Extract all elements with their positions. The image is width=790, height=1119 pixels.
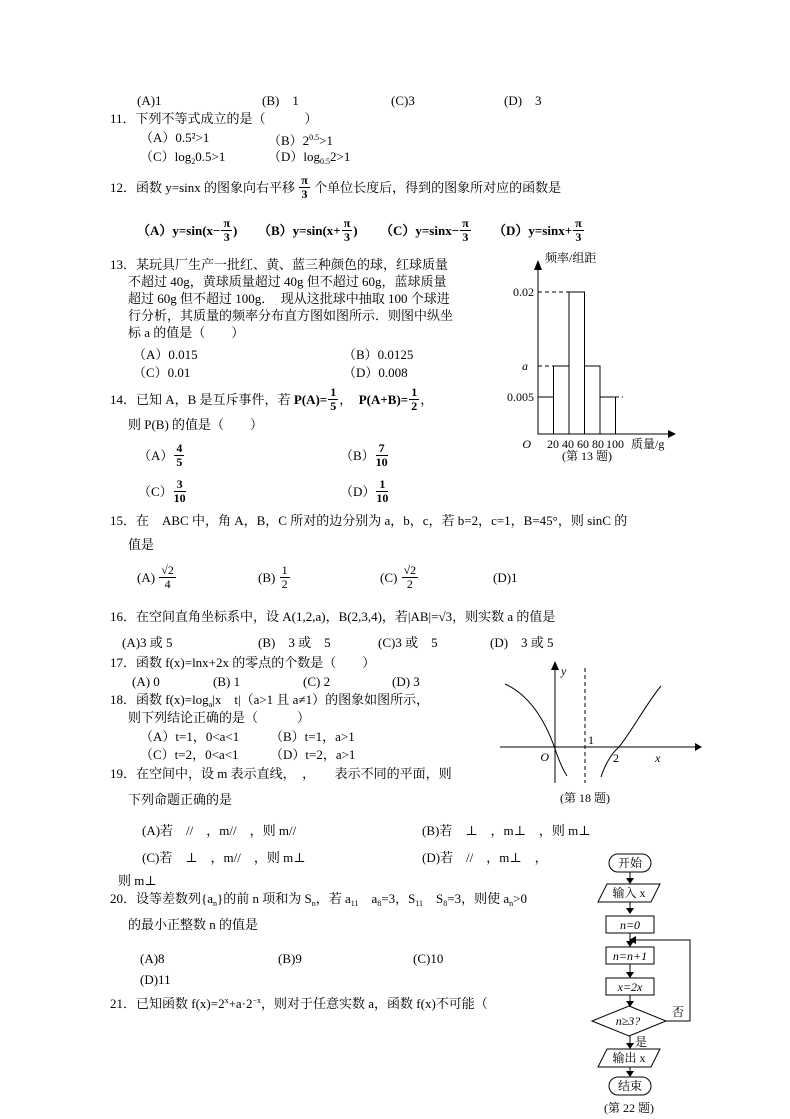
q14-option-a: （A） 4 5 — [138, 440, 183, 469]
q19-line-2: 下列命题正确的是 — [128, 792, 233, 807]
q20-option-d: (D)11 — [140, 972, 171, 987]
flowchart-double-label: x=2x — [617, 980, 643, 994]
graph-y-arrow-icon — [551, 661, 559, 670]
q12-option-b: （B）y=sin(x+ $\frac{\pi}{3}$ ) — [258, 215, 358, 244]
graph-xlabel: x — [655, 751, 661, 765]
arrow-down-icon — [626, 1071, 634, 1077]
histogram-ylabel: 频率/组距 — [545, 251, 597, 265]
flowchart-n0-label: n=0 — [619, 918, 641, 932]
xtick-80: 80 — [592, 437, 604, 451]
flowchart-output-label: 输出 x — [612, 1051, 646, 1065]
arrow-down-icon — [626, 878, 634, 884]
q13-option-a: （A）0.015 — [133, 347, 198, 362]
q10-option-d: (D) 3 — [504, 93, 542, 108]
q14-option-b: （B） 7 10 — [340, 440, 388, 469]
q17-stem: 17．函数 f(x)=lnx+2x 的零点的个数是（ ） — [110, 655, 376, 670]
q20-option-c: (C)10 — [413, 951, 444, 966]
histogram-bar-80-100 — [600, 397, 616, 434]
graph-tick-1: 1 — [588, 733, 594, 747]
q14-option-d: （D） 1 10 — [340, 476, 389, 505]
curve-right-branch — [601, 686, 661, 777]
q11-option-a: （A）0.5²>1 — [140, 130, 210, 145]
arrow-down-icon — [626, 908, 634, 914]
q15-option-d: (D)1 — [493, 570, 518, 585]
q18-option-d: （D）t=2，a>1 — [270, 747, 356, 762]
flowchart-start-label: 开始 — [617, 856, 643, 870]
q10-option-b: (B) 1 — [262, 93, 299, 108]
q15-option-a: (A) √2 4 — [137, 562, 174, 591]
q19-option-b: (B)若 ⊥ ，m⊥ ，则 m⊥ — [422, 823, 591, 838]
q12-option-d: （D）y=sinx+ $\frac{\pi}{3}$ — [493, 215, 582, 244]
q13-line-5: 标 a 的值是（ ） — [128, 325, 245, 340]
q18-option-b: （B）t=1，a>1 — [270, 729, 355, 744]
q17-option-b: (B) 1 — [213, 674, 241, 689]
graph-tick-2: 2 — [613, 751, 619, 765]
xtick-40: 40 — [562, 437, 574, 451]
q11-option-c: $(C)\log_20.5>1$ — [140, 149, 226, 166]
graph-ylabel: y — [561, 664, 567, 678]
flowchart-increment-label: n=n+1 — [612, 949, 648, 963]
ytick-a: a — [522, 359, 528, 373]
flowchart-yes-label: 是 — [635, 1035, 648, 1049]
q19-option-a: (A)若 // ，m// ，则 m// — [142, 823, 297, 838]
q13-line-4: 行分析，其质量的频率分布直方图如图所示．则图中纵坐 — [128, 308, 454, 323]
q10-option-a: (A)1 — [137, 93, 162, 108]
x-axis-arrow-icon — [668, 430, 676, 438]
q13-line-1: 13．某玩具厂生产一批红、黄、蓝三种颜色的球，红球质量 — [110, 257, 449, 272]
flowchart-end-label: 结束 — [617, 1079, 643, 1093]
q19-stem: 19．在空间中，设 m 表示直线， ， 表示不同的平面，则 — [110, 766, 452, 781]
flowchart-no-label: 否 — [672, 1005, 685, 1019]
q10-option-c: (C)3 — [391, 93, 415, 108]
q15-stem: 15．在 ABC 中，角 A，B，C 所对的边分别为 a，b，c，若 b=2，c=1，B=45°，则 sinC 的 — [110, 513, 628, 528]
q17-option-a: (A) 0 — [132, 674, 160, 689]
y-axis-arrow-icon — [534, 260, 542, 270]
q18-option-c: （C）t=2，0<a<1 — [140, 747, 239, 762]
xtick-60: 60 — [577, 437, 589, 451]
q18-option-a: （A）t=1，0<a<1 — [140, 729, 240, 744]
flowchart-decision-label: n≥3? — [615, 1014, 641, 1028]
xtick-20: 20 — [547, 437, 559, 451]
q16-option-d: (D) 3 或 5 — [490, 635, 554, 650]
histogram-bar-0-20 — [538, 397, 554, 434]
histogram-xlabel: 质量/g — [631, 437, 665, 451]
q13-option-c: （C）0.01 — [133, 365, 191, 380]
histogram-caption: (第 13 题) — [562, 449, 612, 463]
q11-option-d: $(D)\log_{0.5}2>1$ — [268, 149, 351, 166]
q13-option-b: （B）0.0125 — [343, 347, 414, 362]
ytick-002: 0.02 — [513, 285, 534, 299]
q13-line-2: 不超过 40g，黄球质量超过 40g 但不超过 60g，蓝球质量 — [128, 274, 447, 289]
q12-option-a: （A）y=sin(x− $\frac{\pi}{3}$ ) — [137, 215, 238, 244]
flowchart-input-label: 输入 x — [612, 886, 646, 900]
q11-stem: 11．下列不等式成立的是（ ） — [110, 111, 318, 126]
q18-line-2: 则下列结论正确的是（ ） — [128, 710, 311, 725]
histogram-figure — [498, 246, 703, 461]
q20-stem: 20．设等差数列$\{a_n\}$的前 n 项和为 $S_n$，若 $a_{11}$ $a_8=3$，$S_{11}$ $S_8=3$，则使 $a_n>0$ — [110, 891, 527, 908]
q19-option-d: (D)若 // ，m⊥ ， — [422, 850, 548, 865]
q18-stem: 18．函数 $f(x)=\log_a|x$ t|（a>1 且 a≠1）的图象如图所示， — [110, 692, 430, 709]
log-graph-figure — [495, 658, 710, 798]
q19-option-d-cont: 则 m⊥ — [118, 873, 157, 888]
q20-option-b: (B)9 — [278, 951, 302, 966]
curve-left-branch — [505, 684, 567, 776]
flowchart-figure — [583, 845, 713, 1103]
q15-line-2: 值是 — [128, 537, 155, 552]
arrow-down-icon — [626, 1043, 634, 1049]
q14-stem: 14．已知 A，B 是互斥事件，若 P(A)= $\frac{1}{5}$ ， P(A+B)= $\frac{1}{2}$ ， — [110, 384, 434, 413]
q20-line-2: 的最小正整数 n 的值是 — [128, 917, 259, 932]
q15-option-b: (B) 1 2 — [258, 562, 288, 591]
q17-option-c: (C) 2 — [303, 674, 331, 689]
xtick-100: 100 — [606, 437, 624, 451]
q19-option-c: (C)若 ⊥ ，m// ，则 m⊥ — [142, 850, 306, 865]
histogram-bar-20-40 — [554, 366, 570, 434]
q15-option-c: (C) √2 2 — [380, 562, 417, 591]
q16-option-b: (B) 3 或 5 — [258, 635, 331, 650]
q13-option-d: （D）0.008 — [343, 365, 408, 380]
arrow-down-icon — [626, 972, 634, 978]
graph-origin-label: O — [540, 750, 549, 764]
q20-option-a: (A)8 — [140, 951, 165, 966]
q12-option-c: （C）y=sinx− $\frac{\pi}{3}$ — [380, 215, 469, 244]
q16-stem: 16．在空间直角坐标系中，设 A(1,2,a)，B(2,3,4)，若|AB|=√3，则实数 a 的值是 — [110, 609, 556, 624]
origin-label: O — [522, 437, 531, 451]
fraction-pi-over-3: π 3 — [301, 172, 308, 201]
q11-option-b: $(B)2^{0.5}>1$ — [268, 133, 334, 148]
q17-option-d: (D) 3 — [392, 674, 420, 689]
ytick-0005: 0.005 — [507, 390, 534, 404]
histogram-bar-40-60 — [569, 292, 585, 434]
q16-option-c: (C)3 或 5 — [378, 635, 438, 650]
log-graph-caption: (第 18 题) — [560, 791, 610, 805]
q12-stem: 12．函数 y=sinx 的图象向右平移 π 3 个单位长度后，得到的图象所对应的函数是 — [110, 172, 562, 201]
q13-line-3: 超过 60g 但不超过 100g． 现从这批球中抽取 100 个球进 — [128, 291, 450, 306]
q14-line-2: 则 P(B) 的值是（ ） — [128, 417, 264, 432]
q16-option-a: (A)3 或 5 — [122, 635, 173, 650]
q14-option-c: （C） 3 10 — [138, 476, 186, 505]
flowchart-caption: (第 22 题) — [604, 1101, 654, 1115]
graph-x-arrow-icon — [695, 743, 702, 751]
q21-stem: 21．已知函数 $f(x)=2^x+a\cdot 2^{-x}$，则对于任意实数 a，函数 f(x)不可能（ — [110, 996, 488, 1011]
histogram-bar-60-80 — [585, 366, 601, 434]
